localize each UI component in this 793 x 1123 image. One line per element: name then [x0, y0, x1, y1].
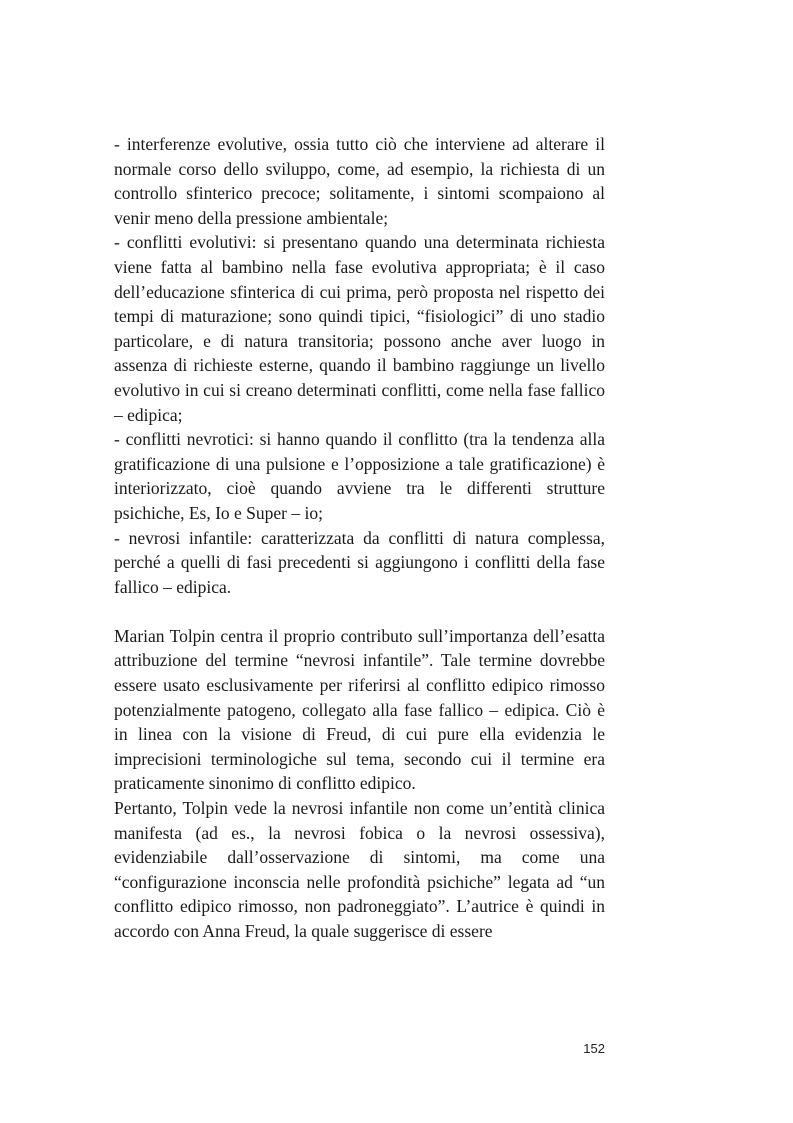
- list-item-nevrosi-infantile: - nevrosi infantile: caratterizzata da conflitti di natura complessa, perché a quelli di fasi precedenti si aggiungono i conflitti della fase fallico – edipica.: [114, 527, 605, 597]
- page-body: [114, 132, 605, 944]
- list-item-interferenze-evolutive: - interferenze evolutive, ossia tutto ciò che interviene ad alterare il normale corso dello sviluppo, come, ad esempio, la richiesta di un controllo sfinterico precoce; solitamente, i sintomi scompaiono al venir meno della pressione ambientale;: [114, 134, 605, 228]
- page-number: 152: [583, 1041, 605, 1056]
- list-item-conflitti-nevrotici: - conflitti nevrotici: si hanno quando il conflitto (tra la tendenza alla gratificazione di una pulsione e l’opposizione a tale gratificazione) è interiorizzato, cioè quando avviene tra le differenti strutture psichiche, Es, Io e Super – io;: [114, 429, 605, 523]
- paragraph-tolpin-contributo: Marian Tolpin centra il proprio contributo sull’importanza dell’esatta attribuzione del termine “nevrosi infantile”. Tale termine dovrebbe essere usato esclusivamente per riferirsi al conflitto edipico rimosso potenzialmente patogeno, collegato alla fase fallico – edipica. Ciò è in linea con la visione di Freud, di cui pure ella evidenzia le imprecisioni terminologiche sul tema, secondo cui il termine era praticamente sinonimo di conflitto edipico.: [114, 625, 605, 794]
- paragraph-tolpin-nevrosi: Pertanto, Tolpin vede la nevrosi infantile non come un’entità clinica manifesta (ad es., la nevrosi fobica o la nevrosi ossessiva), evidenziabile dall’osservazione di sintomi, ma come una “configurazione inconscia nelle profondità psichiche” legata ad “un conflitto edipico rimosso, non padroneggiato”. L’autrice è quindi in accordo con Anna Freud, la quale suggerisce di essere: [114, 798, 605, 941]
- list-item-conflitti-evolutivi: - conflitti evolutivi: si presentano quando una determinata richiesta viene fatta al bambino nella fase evolutiva appropriata; è il caso dell’educazione sfinterica di cui prima, però proposta nel rispetto dei tempi di maturazione; sono quindi tipici, “fisiologici” di uno stadio particolare, e di natura transitoria; possono anche aver luogo in assenza di richieste esterne, quando il bambino raggiunge un livello evolutivo in cui si creano determinati conflitti, come nella fase fallico – edipica;: [114, 232, 605, 425]
- paragraph-spacer: [114, 599, 605, 624]
